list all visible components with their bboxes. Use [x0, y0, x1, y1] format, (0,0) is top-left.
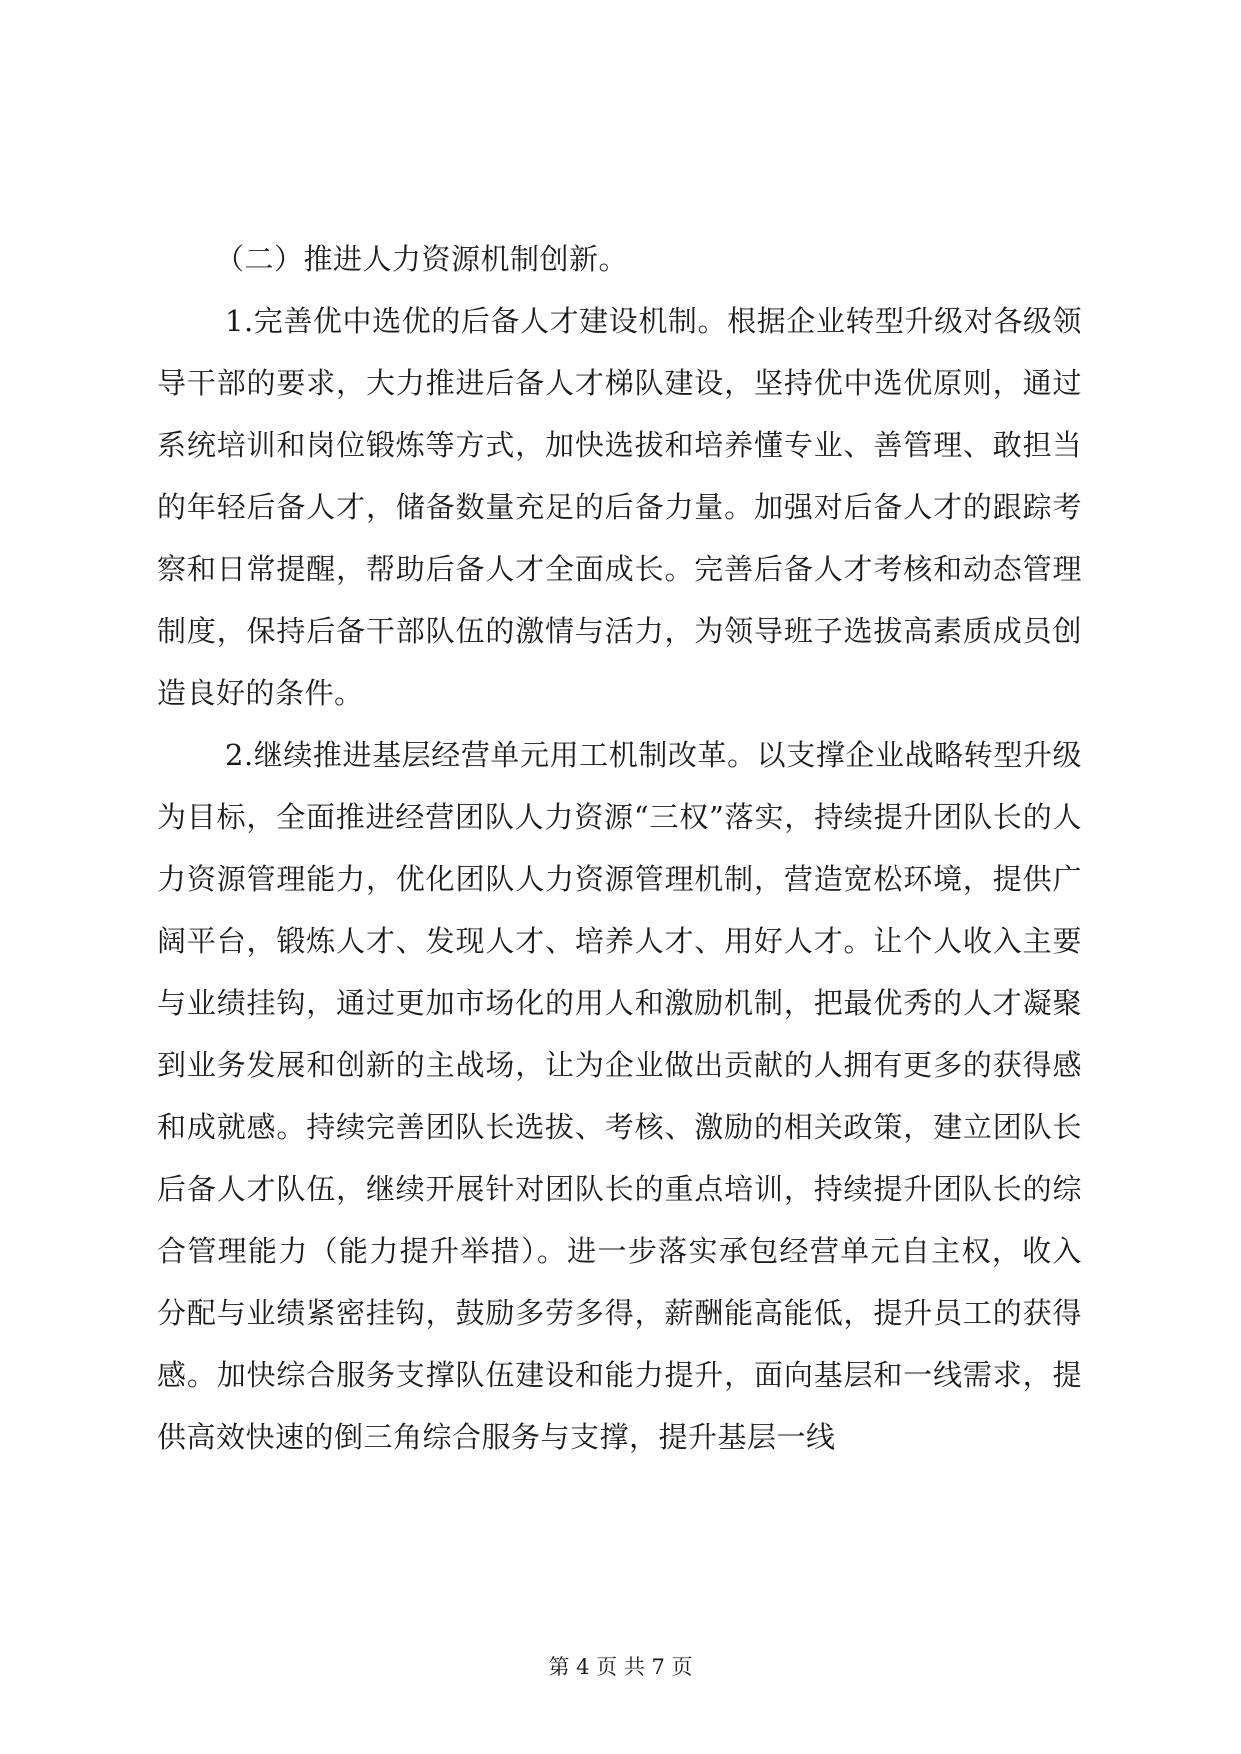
- paragraph-2: 2.继续推进基层经营单元用工机制改革。以支撑企业战略转型升级为目标，全面推进经营团队人力资源“三权”落实，持续提升团队长的人力资源管理能力，优化团队人力资源管理机制，营造宽松环境，提供广阔平台，锻炼人才、发现人才、培养人才、用好人才。让个人收入主要与业绩挂钩，通过更加市场化的用人和激励机制，把最优秀的人才凝聚到业务发展和创新的主战场，让为企业做出贡献的人拥有更多的获得感和成就感。持续完善团队长选拔、考核、激励的相关政策，建立团队长后备人才队伍，继续开展针对团队长的重点培训，持续提升团队长的综合管理能力（能力提升举措）。进一步落实承包经营单元自主权，收入分配与业绩紧密挂钩，鼓励多劳多得，薪酬能高能低，提升员工的获得感。加快综合服务支撑队伍建设和能力提升，面向基层和一线需求，提供高效快速的倒三角综合服务与支撑，提升基层一线: [157, 738, 1082, 1454]
- page-number-label: 第 4 页 共 7 页: [548, 1655, 693, 1679]
- page-footer: [0, 1651, 1241, 1681]
- paragraph-1: 1.完善优中选优的后备人才建设机制。根据企业转型升级对各级领导干部的要求，大力推进后备人才梯队建设，坚持优中选优原则，通过系统培训和岗位锻炼等方式，加快选拔和培养懂专业、善管理、敢担当的年轻后备人才，储备数量充足的后备力量。加强对后备人才的跟踪考察和日常提醒，帮助后备人才全面成长。完善后备人才考核和动态管理制度，保持后备干部队伍的激情与活力，为领导班子选拔高素质成员创造良好的条件。: [157, 304, 1082, 710]
- section-heading: （二）推进人力资源机制创新。: [215, 242, 629, 276]
- document-body: [157, 228, 1082, 1468]
